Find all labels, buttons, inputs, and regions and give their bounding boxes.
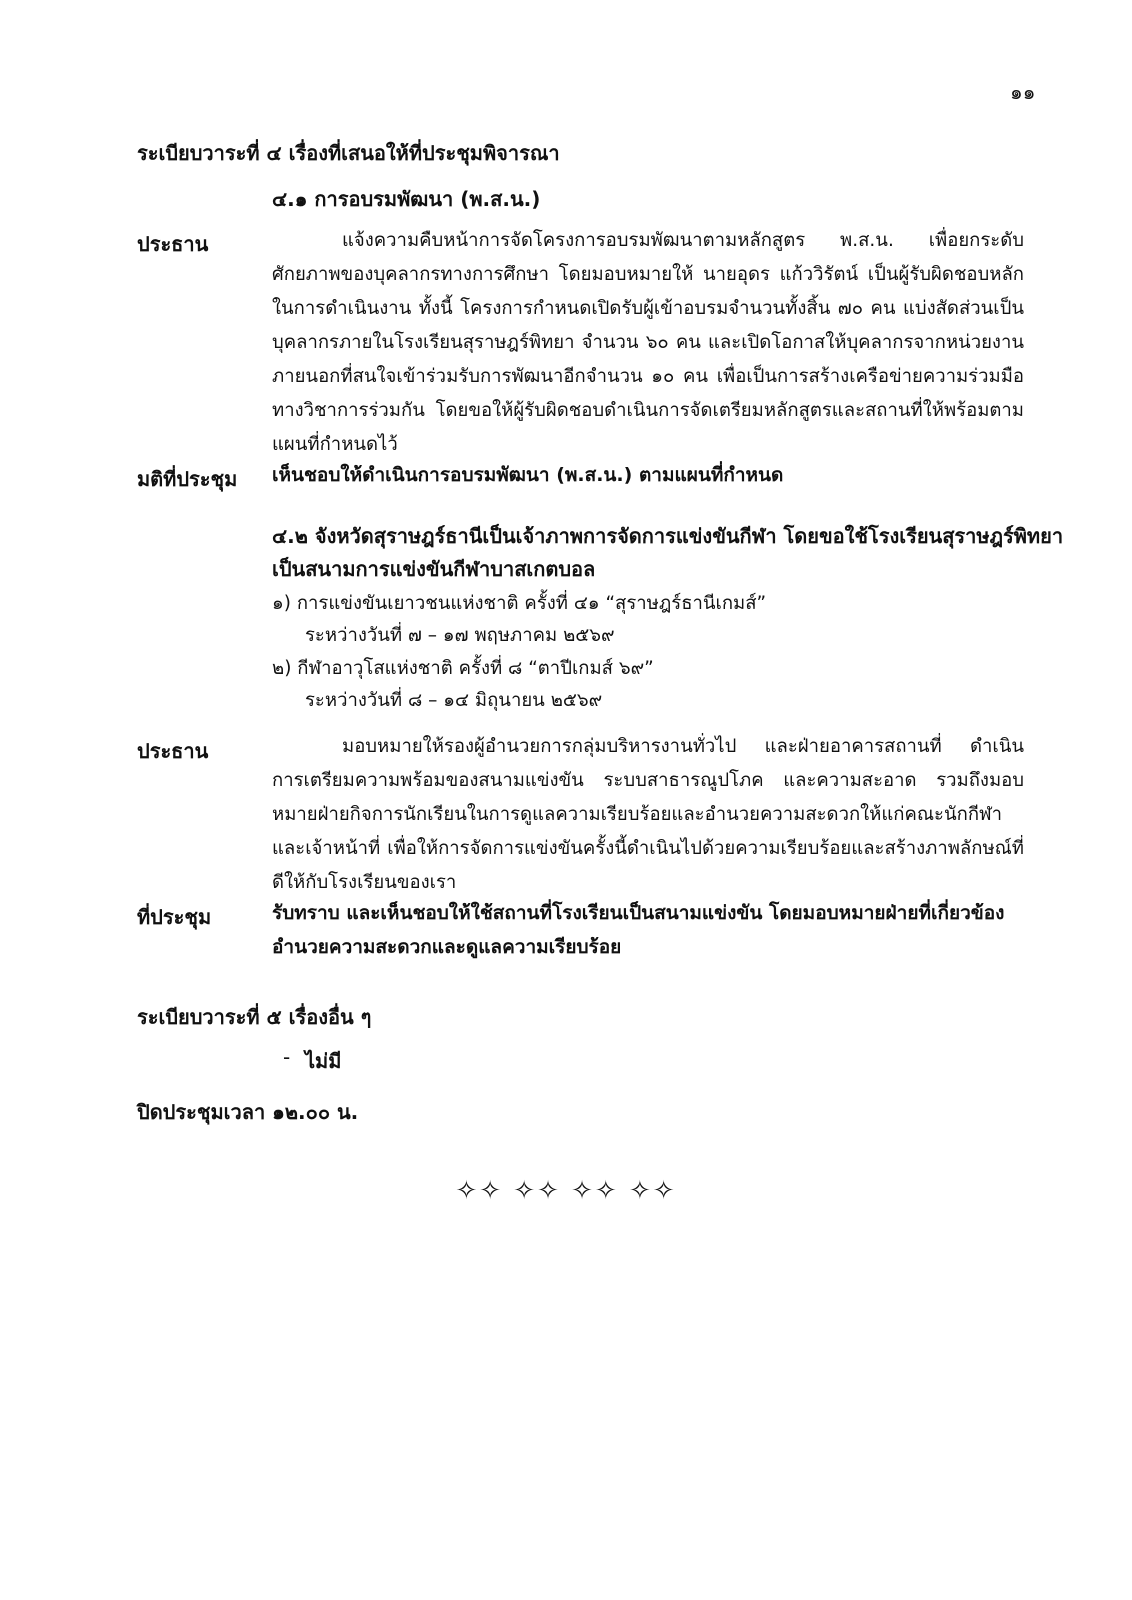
none-dash: - bbox=[283, 1045, 291, 1069]
event-1-line1: ๑) การแข่งขันเยาวชนแห่งชาติ ครั้งที่ ๔๑ “สุราษฎร์ธานีเกมส์” bbox=[272, 593, 767, 614]
ornament-divider: ✧✧ ✧✧ ✧✧ ✧✧ bbox=[455, 1176, 677, 1206]
event-1-line2: ระหว่างวันที่ ๗ – ๑๗ พฤษภาคม ๒๕๖๙ bbox=[305, 625, 615, 646]
chair-text-4-2: มอบหมายให้รองผู้อำนวยการกลุ่มบริหารงานทั่วไป และฝ่ายอาคารสถานที่ ดำเนินการเตรียมความพร้อมของสนามแข่งขัน ระบบสาธารณูปโภค และความสะอาด รวมถึงมอบหมายฝ่ายกิจการนักเรียนในการดูแลความเรียบร้อยและอำนวยความสะดวกให้แก่คณะนักกีฬาและเจ้าหน้าที่ เพื่อให้การจัดการแข่งขันครั้งนี้ดำเนินไปด้วยความเรียบร้อยและสร้างภาพลักษณ์ที่ดีให้กับโรงเรียนของเรา bbox=[272, 736, 1024, 893]
resolution-label-4-2: ที่ประชุม bbox=[137, 905, 212, 929]
agenda-4-heading: ระเบียบวาระที่ ๔ เรื่องที่เสนอให้ที่ประชุมพิจารณา bbox=[137, 141, 560, 165]
resolution-text-4-1: เห็นชอบให้ดำเนินการอบรมพัฒนา (พ.ส.น.) ตามแผนที่กำหนด bbox=[272, 464, 784, 486]
none-text: ไม่มี bbox=[305, 1049, 342, 1073]
resolution-label-4-1: มติที่ประชุม bbox=[137, 467, 238, 491]
event-2-line2: ระหว่างวันที่ ๘ – ๑๔ มิถุนายน ๒๕๖๙ bbox=[305, 690, 603, 711]
chair-text-4-1: แจ้งความคืบหน้าการจัดโครงการอบรมพัฒนาตามหลักสูตร พ.ส.น. เพื่อยกระดับศักยภาพของบุคลากรทางการศึกษา โดยมอบหมายให้ นายอุดร แก้ววิรัตน์ เป็นผู้รับผิดชอบหลักในการดำเนินงาน ทั้งนี้ โครงการกำหนดเปิดรับผู้เข้าอบรมจำนวนทั้งสิ้น ๗๐ คน แบ่งสัดส่วนเป็นบุคลากรภายในโรงเรียนสุราษฎร์พิทยา จำนวน ๖๐ คน และเปิดโอกาสให้บุคลากรจากหน่วยงานภายนอกที่สนใจเข้าร่วมรับการพัฒนาอีกจำนวน ๑๐ คน เพื่อเป็นการสร้างเครือข่ายความร่วมมือทางวิชาการร่วมกัน โดยขอให้ผู้รับผิดชอบดำเนินการจัดเตรียมหลักสูตรและสถานที่ให้พร้อมตามแผนที่กำหนดไว้ bbox=[272, 230, 1024, 455]
closing-time: ปิดประชุมเวลา ๑๒.๐๐ น. bbox=[137, 1100, 359, 1124]
page-number: ๑๑ bbox=[1010, 80, 1036, 104]
item-4-1-title: ๔.๑ การอบรมพัฒนา (พ.ส.น.) bbox=[272, 187, 541, 211]
event-2-line1: ๒) กีฬาอาวุโสแห่งชาติ ครั้งที่ ๘ “ตาปีเกมส์ ๖๙” bbox=[272, 658, 654, 679]
agenda-5-heading: ระเบียบวาระที่ ๕ เรื่องอื่น ๆ bbox=[137, 1005, 372, 1029]
resolution-text-4-2: รับทราบ และเห็นชอบให้ใช้สถานที่โรงเรียนเป็นสนามแข่งขัน โดยมอบหมายฝ่ายที่เกี่ยวข้องอำนวยความสะดวกและดูแลความเรียบร้อย bbox=[272, 902, 1005, 958]
chair-label-4-1: ประธาน bbox=[137, 232, 209, 256]
item-4-2-title-line2: เป็นสนามการแข่งขันกีฬาบาสเกตบอล bbox=[272, 557, 596, 581]
item-4-2-title-line1: ๔.๒ จังหวัดสุราษฎร์ธานีเป็นเจ้าภาพการจัดการแข่งขันกีฬา โดยขอใช้โรงเรียนสุราษฎร์พิทยา bbox=[272, 524, 1064, 548]
chair-label-4-2: ประธาน bbox=[137, 739, 209, 763]
